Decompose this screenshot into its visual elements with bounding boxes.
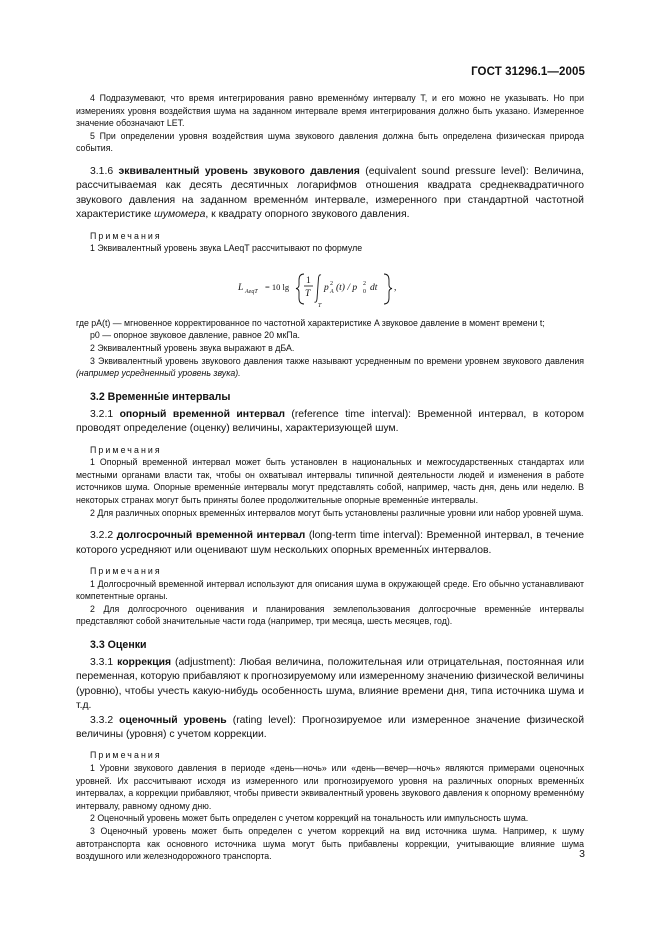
formula-svg — [236, 261, 436, 313]
term-3-2-2 — [76, 529, 584, 558]
term-number: 3.1.6 — [90, 165, 114, 177]
term-english: (rating level): — [232, 714, 296, 726]
term-name: долгосрочный временной интервал — [116, 530, 306, 542]
term-definition: Любая величина, положительная или отрицательная, постоянная или переменная, которую прибавляют к прогнозируемому или измеренному значению физической величины (уровню), чтобы учесть какую-нибудь особенность шума, влияние времени дня, типа источника шума и т.д. — [76, 656, 584, 712]
term-english: (long-term time interval): — [308, 530, 423, 542]
formula-right-brace — [384, 274, 392, 304]
formula-end: , — [394, 282, 397, 293]
note-2-rating: 2 Оценочный уровень может быть определен с учетом коррекций на тональность или импульсность шума. — [90, 813, 529, 824]
formula-where-1: где pA(t) — мгновенное корректированное по частотной характеристике A звуковое давление в момент времени t; — [76, 317, 545, 328]
term-name: коррекция — [117, 656, 172, 668]
formula-where-2: p0 — опорное звуковое давление, равное 20 мкПа. — [90, 330, 300, 341]
formula-ref-sub: 0 — [363, 288, 366, 295]
page-number: 3 — [579, 848, 585, 860]
term-number: 3.2.1 — [90, 408, 114, 420]
term-3-1-6 — [76, 165, 584, 223]
notes-heading: Примечания — [90, 750, 162, 761]
section-3-2-heading: 3.2 Временны́е интервалы — [90, 390, 231, 403]
term-name: опорный временной интервал — [119, 408, 285, 420]
term-3-3-2 — [76, 714, 584, 743]
formula-integrand-sub: A — [330, 288, 334, 295]
formula-integral — [315, 275, 322, 302]
formula-ref-sup: 2 — [363, 280, 366, 287]
term-name: эквивалентный уровень звукового давления — [118, 165, 360, 177]
term-3-2-1 — [76, 408, 584, 437]
note-2-long-term: 2 Для долгосрочного оценивания и планирования землепользования долгосрочные временны́е интервалы представляют собой значительные части года (например, три месяца, шесть месяцев, год). — [76, 603, 584, 627]
section-3-3-heading: 3.3 Оценки — [90, 638, 147, 651]
equivalent-level-formula — [76, 261, 584, 313]
term-definition: Прогнозируемое или измеренное значение физической величины (уровня) с учетом коррекции. — [76, 714, 585, 740]
term-english: (adjustment): — [175, 656, 236, 668]
note-1-formula-intro: 1 Эквивалентный уровень звука LAeqT рассчитывают по формуле — [90, 243, 363, 254]
formula-integrand-sup: 2 — [330, 280, 333, 287]
note-2-dba: 2 Эквивалентный уровень звука выражают в дБА. — [90, 342, 295, 353]
note-1-reference-interval: 1 Опорный временной интервал может быть установлен в национальных и межгосударственных стандартах или местными органами власти так, чтобы он охватывал интервалы типичной деятельности людей и изменения в работе источников шума. Опорные временны́е интервалы могут представлять собой, например, часть дня, день или неделю. В некоторых странах могут быть приняты более продолжительные опорные временны́е интервалы. — [76, 457, 584, 505]
note-3-average — [76, 355, 584, 380]
formula-dt: dt — [370, 282, 378, 293]
term-definition-end: , к квадрату опорного звукового давления. — [205, 209, 410, 221]
term-definition: Временной интервал, в течение которого усредняют или оценивают шум нескольких опорных временны́х интервалов. — [76, 530, 585, 556]
term-english: (reference time interval): — [291, 408, 412, 420]
formula-int-lower: T — [318, 302, 322, 309]
formula-lhs-sub: AeqT — [245, 288, 258, 295]
standard-header: ГОСТ 31296.1—2005 — [471, 66, 585, 78]
note-5: 5 При определении уровня воздействия шума звукового давления должна быть определена физическая природа события. — [76, 130, 584, 154]
note-2-reference-interval: 2 Для различных опорных временны́х интервалов могут быть установлены различные уровни или набор уровней шума. — [90, 507, 584, 518]
note-3-rating: 3 Оценочный уровень может быть определен с учетом коррекций на вид источника шума. Например, к шуму автотранспорта как основного источника шума могут быть прибавлены коррекции, учитывающие влияние шума воздушного или железнодорожного транспорта. — [76, 825, 584, 862]
formula-frac-num: 1 — [306, 275, 311, 286]
notes-heading: Примечания — [90, 230, 162, 241]
term-definition-italic: шумомера — [154, 209, 206, 221]
formula-arg: (t) / p — [336, 282, 358, 293]
term-number: 3.2.2 — [90, 530, 114, 542]
formula-integrand: p — [324, 282, 329, 293]
term-definition: Временной интервал, в котором проводят определение (оценку) величины, характеризующей шум. — [76, 408, 584, 435]
term-number: 3.3.2 — [90, 714, 114, 726]
note-1-long-term: 1 Долгосрочный временной интервал используют для описания шума в окружающей среде. Его обычно устанавливают компетентные органы. — [76, 578, 584, 602]
notes-heading: Примечания — [90, 565, 162, 576]
term-name: оценочный уровень — [119, 714, 227, 726]
formula-eq: = 10 lg — [265, 281, 290, 292]
term-3-3-1 — [76, 656, 584, 714]
note-1-rating: 1 Уровни звукового давления в периоде «день—ночь» или «день—вечер—ночь» являются примерами оценочных уровней. Их рассчитывают исходя из измеренного или прогнозируемого уровня на различных опорных временны́х интервалах, а коррекции прибавляют, чтобы привести эквивалентный уровень звукового давления к опорному временно́му интервалу, равному одному дню. — [76, 762, 584, 811]
formula-frac-den: T — [305, 288, 311, 299]
term-english: (equivalent sound pressure level): — [365, 165, 529, 177]
note-3-italic: (например усредненный уровень звука). — [76, 368, 241, 379]
note-3-text: 3 Эквивалентный уровень звукового давления также называют усредненным по времени уровнем звукового давления — [90, 355, 584, 366]
page-content — [76, 92, 584, 863]
note-4: 4 Подразумевают, что время интегрирования равно временно́му интервалу T, и его можно не указывать. Но при измерениях уровня воздействия шума на заданном интервале время интегрирования должно быть указано. Измеренное значение обозначают LET. — [76, 93, 584, 129]
notes-heading: Примечания — [90, 444, 162, 455]
term-definition: Величина, рассчитываемая как десять десятичных логарифмов отношения квадрата среднеквадратичного звукового давления на заданном временно́м интервале, измеренного при стандартной частотной характеристике — [76, 165, 584, 221]
formula-lhs: L — [238, 282, 244, 293]
formula-left-brace — [296, 274, 304, 304]
term-number: 3.3.1 — [90, 656, 114, 668]
